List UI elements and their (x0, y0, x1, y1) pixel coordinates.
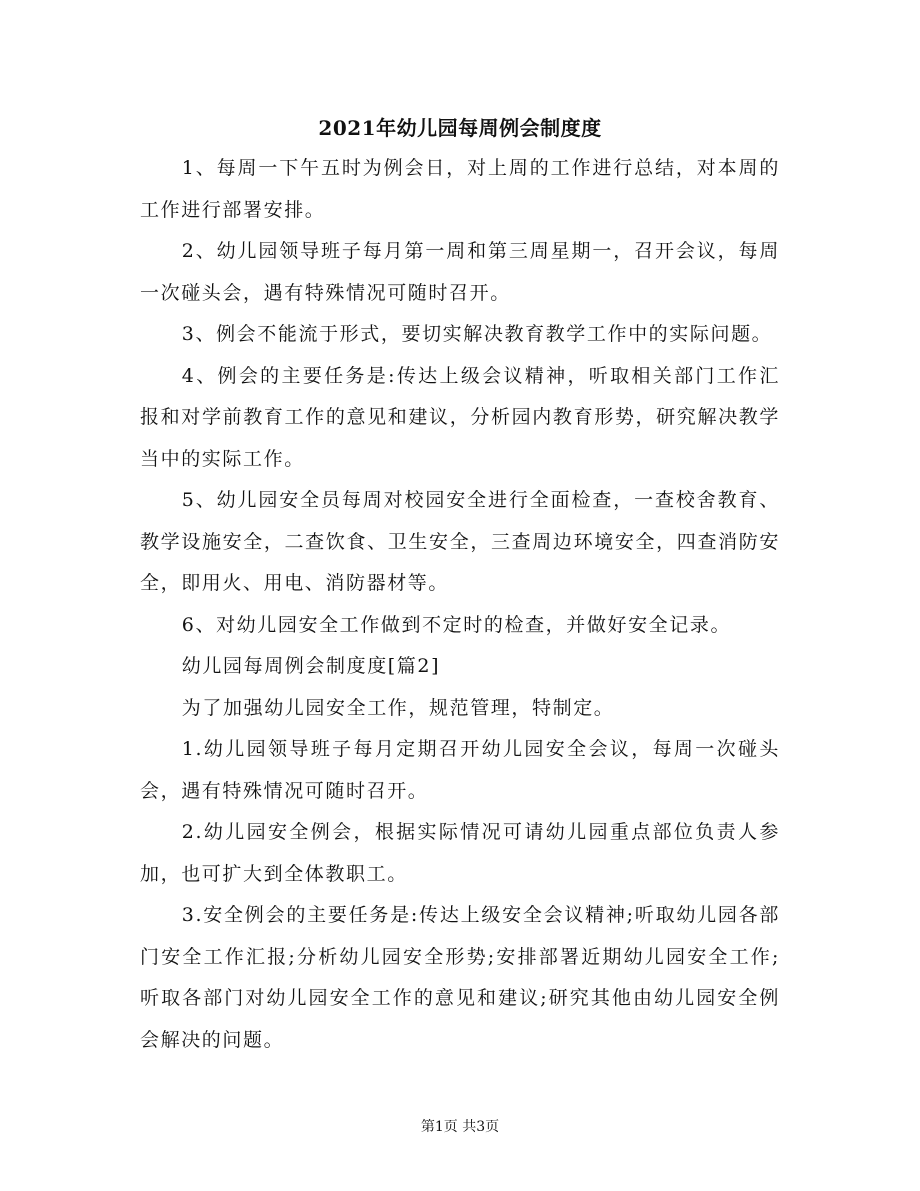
section-heading-part-2: 幼儿园每周例会制度度[篇2] (181, 655, 441, 677)
page-number-footer: 第1页 共3页 (420, 1119, 500, 1135)
document-body (140, 148, 780, 1061)
paragraph-3: 3、例会不能流于形式，要切实解决教育教学工作中的实际问题。 (181, 323, 773, 345)
paragraph-6: 6、对幼儿园安全工作做到不定时的检查，并做好安全记录。 (181, 613, 732, 636)
paragraph-part2-2: 2.幼儿园安全例会，根据实际情况可请幼儿园重点部位负责人参加，也可扩大到全体教职工。 (140, 821, 780, 885)
paragraph-part2-3: 3.安全例会的主要任务是:传达上级安全会议精神;听取幼儿园各部门安全工作汇报;分析幼儿园安全形势;安排部署近期幼儿园安全工作;听取各部门对幼儿园安全工作的意见和建议;研究其他由幼儿园安全例会解决的问题。 (140, 904, 780, 1051)
document-title: 2021年幼儿园每周例会制度度 (318, 116, 602, 140)
paragraph-1: 1、每周一下午五时为例会日，对上周的工作进行总结，对本周的工作进行部署安排。 (140, 157, 780, 221)
paragraph-5: 5、幼儿园安全员每周对校园安全进行全面检查，一查校舍教育、教学设施安全，二查饮食、卫生安全，三查周边环境安全，四查消防安全，即用火、用电、消防器材等。 (140, 489, 780, 594)
paragraph-4: 4、例会的主要任务是:传达上级会议精神，听取相关部门工作汇报和对学前教育工作的意见和建议，分析园内教育形势，研究解决教学当中的实际工作。 (140, 364, 780, 470)
paragraph-2: 2、幼儿园领导班子每月第一周和第三周星期一，召开会议，每周一次碰头会，遇有特殊情况可随时召开。 (140, 240, 780, 304)
paragraph-part2-1: 1.幼儿园领导班子每月定期召开幼儿园安全会议，每周一次碰头会，遇有特殊情况可随时召开。 (140, 738, 780, 802)
paragraph-intro-part-2: 为了加强幼儿园安全工作，规范管理，特制定。 (181, 696, 615, 719)
